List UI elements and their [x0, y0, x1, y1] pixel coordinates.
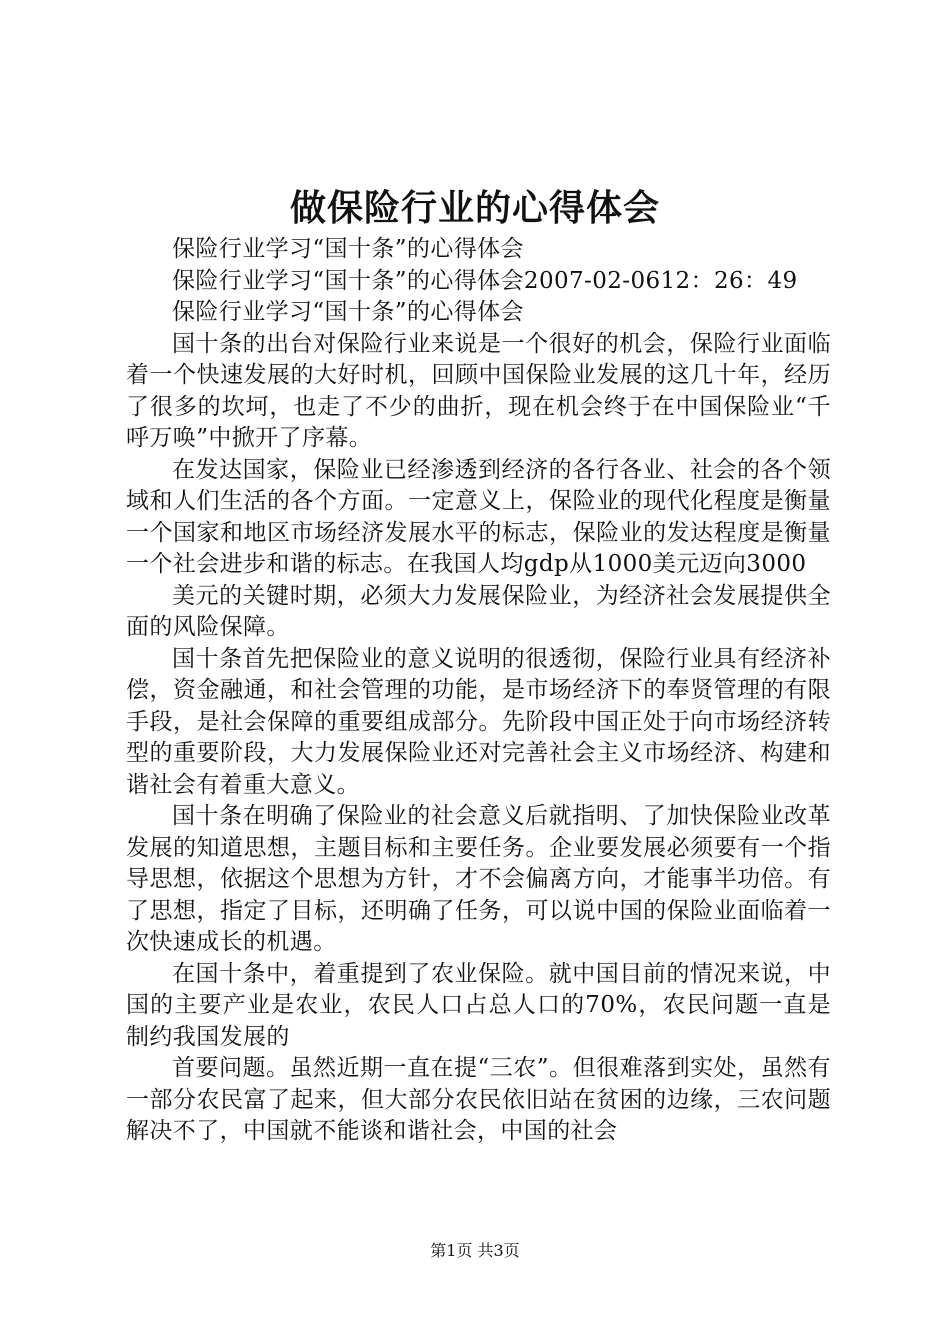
paragraph: 美元的关键时期，必须大力发展保险业，为经济社会发展提供全面的风险保障。 — [126, 582, 831, 640]
paragraph: 首要问题。虽然近期一直在提“三农”。但很难落到实处，虽然有一部分农民富了起来，但大部分农民依旧站在贫困的边缘，三农问题解决不了，中国就不能谈和谐社会，中国的社会 — [126, 1055, 831, 1144]
paragraph: 保险行业学习“国十条”的心得体会 — [172, 236, 524, 262]
paragraph: 在国十条中，着重提到了农业保险。就中国目前的情况来说，中国的主要产业是农业，农民人口占总人口的70%，农民问题一直是制约我国发展的 — [126, 960, 831, 1050]
paragraph: 保险行业学习“国十条”的心得体会2007-02-0612：26：49 — [172, 267, 798, 294]
paragraph: 在发达国家，保险业已经渗透到经济的各行各业、社会的各个领域和人们生活的各个方面。一定意义上，保险业的现代化程度是衡量一个国家和地区市场经济发展水平的标志，保险业的发达程度是衡量一个社会进步和谐的标志。在我国人均gdp从1000美元迈向3000 — [126, 456, 831, 577]
paragraph: 国十条的出台对保险行业来说是一个很好的机会，保险行业面临着一个快速发展的大好时机，回顾中国保险业发展的这几十年，经历了很多的坎坷，也走了不少的曲折，现在机会终于在中国保险业“千呼万唤”中掀开了序幕。 — [126, 330, 831, 451]
paragraph: 保险行业学习“国十条”的心得体会 — [172, 299, 524, 325]
page-number-footer: 第1页 共3页 — [430, 1241, 520, 1260]
document-body — [126, 234, 831, 1148]
document-title: 做保险行业的心得体会 — [289, 187, 660, 229]
paragraph: 国十条在明确了保险业的社会意义后就指明、了加快保险业改革发展的知道思想，主题目标和主要任务。企业要发展必须要有一个指导思想，依据这个思想为方针，才不会偏离方向，才能事半功倍。有了思想，指定了目标，还明确了任务，可以说中国的保险业面临着一次快速成长的机遇。 — [126, 803, 831, 955]
paragraph: 国十条首先把保险业的意义说明的很透彻，保险行业具有经济补偿，资金融通，和社会管理的功能，是市场经济下的奉贤管理的有限手段，是社会保障的重要组成部分。先阶段中国正处于向市场经济转型的重要阶段，大力发展保险业还对完善社会主义市场经济、构建和谐社会有着重大意义。 — [126, 645, 831, 798]
